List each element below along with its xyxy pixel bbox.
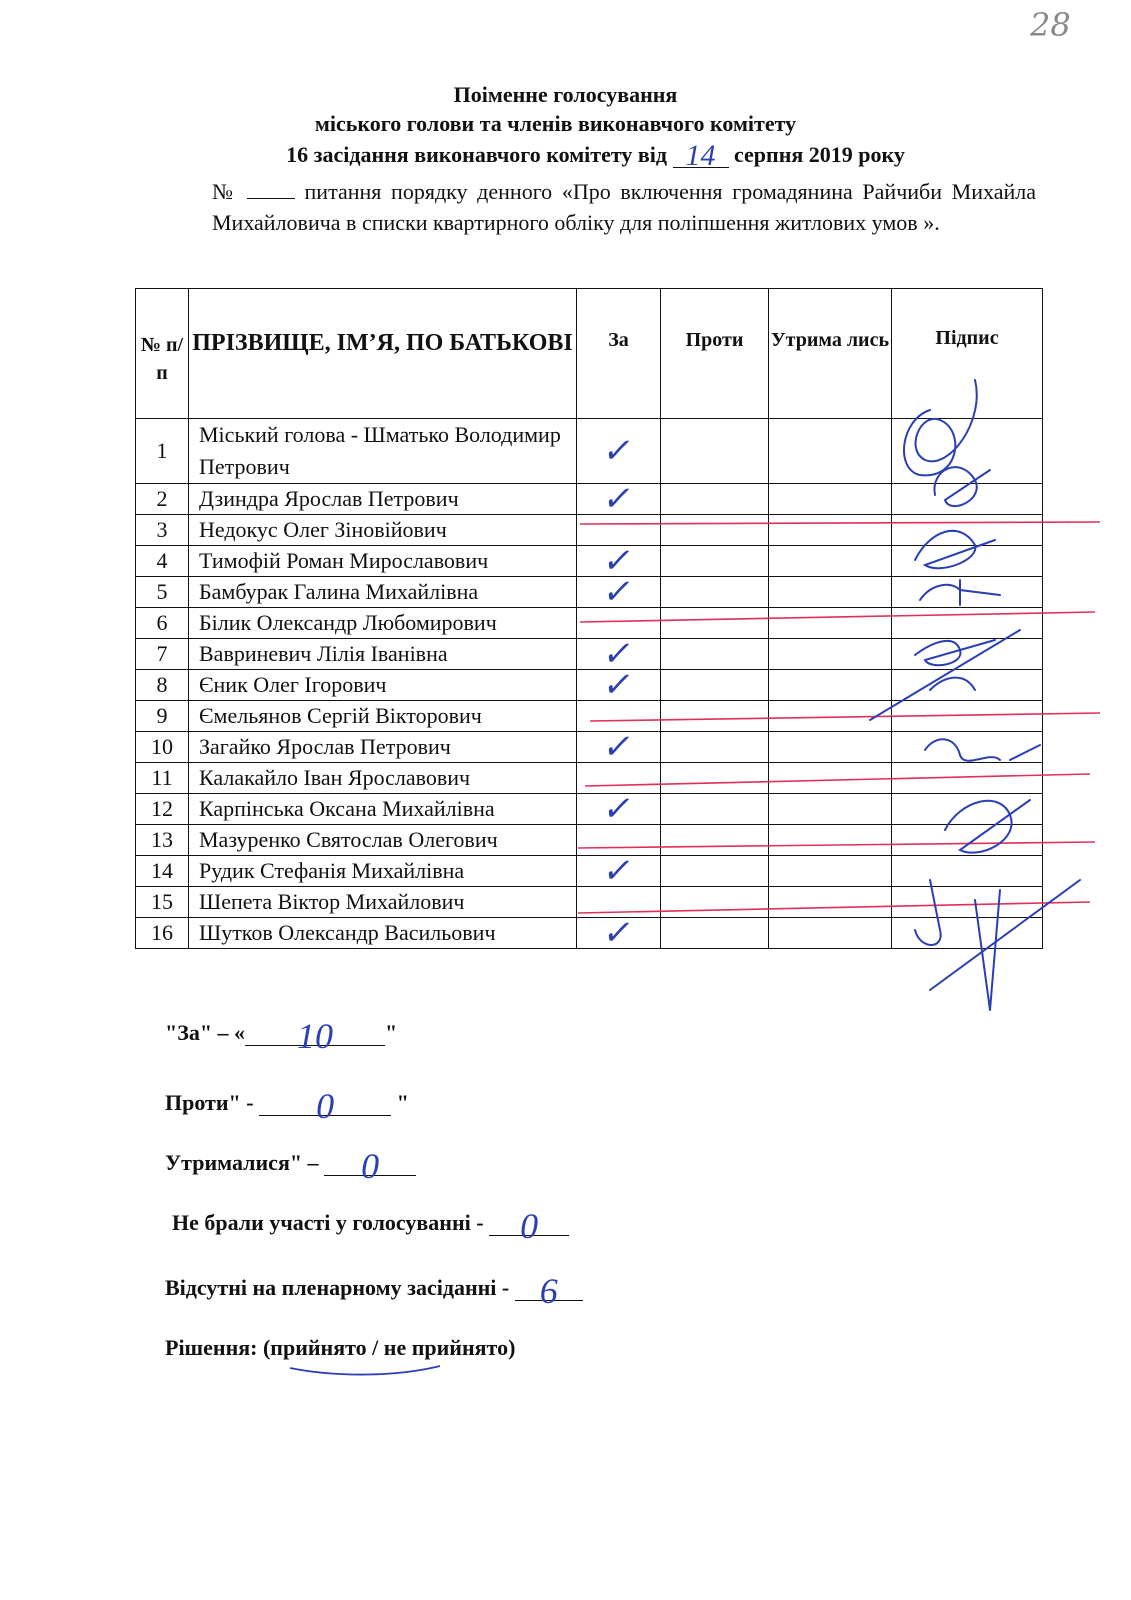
row-number: 10 [136, 732, 189, 763]
row-za [577, 665, 661, 705]
agenda-number-sign: № [212, 179, 238, 204]
meeting-month-year: серпня 2019 року [734, 142, 905, 167]
row-name: Вавриневич Лілія Іванівна [189, 639, 577, 670]
summary-proty-value: 0 [259, 1097, 391, 1116]
row-proty [661, 484, 769, 515]
summary-vidsutni-value: 6 [515, 1282, 583, 1301]
row-signature [892, 763, 1043, 794]
row-proty [661, 794, 769, 825]
checkmark-icon: ✓ [599, 572, 638, 612]
row-proty [661, 825, 769, 856]
row-signature [892, 515, 1043, 546]
row-name: Загайко Ярослав Петрович [189, 732, 577, 763]
row-number: 6 [136, 608, 189, 639]
row-name: Ємельянов Сергій Вікторович [189, 701, 577, 732]
row-number: 2 [136, 484, 189, 515]
row-name: Шутков Олександр Васильович [189, 918, 577, 949]
row-proty [661, 546, 769, 577]
row-name: Карпінська Оксана Михайлівна [189, 794, 577, 825]
summary-nebraly [172, 1206, 569, 1246]
table-row [136, 419, 1043, 484]
row-name: Недокус Олег Зіновійович [189, 515, 577, 546]
row-signature [892, 887, 1043, 918]
row-za [577, 727, 661, 767]
row-number: 8 [136, 670, 189, 701]
row-signature [892, 794, 1043, 825]
table-row [136, 701, 1043, 732]
row-signature [892, 856, 1043, 887]
row-name: Білик Олександр Любомирович [189, 608, 577, 639]
header-utrymalys: Утрима лись [769, 289, 892, 419]
row-utrymalys [769, 577, 892, 608]
table-row [136, 918, 1043, 949]
row-utrymalys [769, 546, 892, 577]
row-za [577, 851, 661, 891]
row-proty [661, 918, 769, 949]
row-za [577, 572, 661, 612]
row-number: 16 [136, 918, 189, 949]
row-signature [892, 825, 1043, 856]
table-row [136, 577, 1043, 608]
row-proty [661, 577, 769, 608]
row-name: Мазуренко Святослав Олегович [189, 825, 577, 856]
summary-utrym-value: 0 [324, 1157, 416, 1176]
row-za [577, 913, 661, 953]
row-signature [892, 639, 1043, 670]
row-signature [892, 546, 1043, 577]
row-name: Тимофій Роман Мирославович [189, 546, 577, 577]
row-proty [661, 701, 769, 732]
row-proty [661, 887, 769, 918]
summary-za-value: 10 [245, 1027, 385, 1046]
row-utrymalys [769, 794, 892, 825]
table-row [136, 763, 1043, 794]
meeting-label: 16 засідання виконавчого комітету від [286, 142, 667, 167]
row-name: Рудик Стефанія Михайлівна [189, 856, 577, 887]
agenda-item [212, 176, 1036, 238]
row-number: 4 [136, 546, 189, 577]
summary-za [165, 1016, 398, 1056]
checkmark-icon: ✓ [599, 431, 638, 471]
row-number: 5 [136, 577, 189, 608]
checkmark-icon: ✓ [599, 913, 638, 953]
row-utrymalys [769, 670, 892, 701]
summary-za-label: "За" – « [165, 1020, 246, 1045]
row-signature [892, 484, 1043, 515]
table-row [136, 794, 1043, 825]
summary-nebraly-label: Не брали участі у голосуванні - [172, 1210, 490, 1235]
summary-utrym [165, 1146, 416, 1186]
decision-label: Рішення: [165, 1335, 263, 1360]
page-number: 28 [1030, 6, 1071, 44]
header-num: № п/п [136, 289, 189, 419]
table-row [136, 887, 1043, 918]
summary-proty [165, 1086, 409, 1126]
summary-proty-close: " [396, 1090, 409, 1115]
checkmark-icon: ✓ [599, 727, 638, 767]
checkmark-icon: ✓ [599, 479, 638, 519]
table-row [136, 670, 1043, 701]
row-signature [892, 419, 1043, 484]
table-row [136, 639, 1043, 670]
row-number: 9 [136, 701, 189, 732]
decision-options: (прийнято / не прийнято) [262, 1335, 516, 1360]
row-name: Калакайло Іван Ярославович [189, 763, 577, 794]
row-number: 14 [136, 856, 189, 887]
row-proty [661, 419, 769, 484]
summary-vidsutni [165, 1271, 583, 1311]
handwritten-day: 14 [673, 147, 729, 168]
table-row [136, 515, 1043, 546]
doc-subtitle: міського голови та членів виконавчого комітету [314, 111, 797, 136]
row-utrymalys [769, 419, 892, 484]
header-za: За [577, 289, 661, 419]
row-number: 1 [136, 419, 189, 484]
row-name: Бамбурак Галина Михайлівна [189, 577, 577, 608]
row-utrymalys [769, 732, 892, 763]
row-proty [661, 515, 769, 546]
vote-table-body [136, 419, 1043, 953]
summary-decision [165, 1335, 515, 1361]
table-row [136, 732, 1043, 763]
row-number: 12 [136, 794, 189, 825]
checkmark-icon: ✓ [599, 541, 638, 581]
row-proty [661, 670, 769, 701]
vote-table-header [136, 289, 1043, 419]
row-utrymalys [769, 515, 892, 546]
row-name: Єник Олег Ігорович [189, 670, 577, 701]
summary-za-close: " [385, 1020, 398, 1045]
summary-proty-label: Проти" - [165, 1090, 260, 1115]
summary-utrym-label: Утрималися" – [165, 1150, 325, 1175]
row-signature [892, 918, 1043, 949]
agenda-number-blank [247, 182, 295, 199]
row-name: Міський голова - Шматько Володимир Петрович [189, 419, 577, 484]
row-number: 7 [136, 639, 189, 670]
row-number: 3 [136, 515, 189, 546]
row-signature [892, 670, 1043, 701]
vote-table [135, 288, 1043, 953]
row-utrymalys [769, 763, 892, 794]
row-name: Дзиндра Ярослав Петрович [189, 484, 577, 515]
row-za [577, 479, 661, 519]
row-proty [661, 856, 769, 887]
row-utrymalys [769, 701, 892, 732]
row-name: Шепета Віктор Михайлович [189, 887, 577, 918]
checkmark-icon: ✓ [599, 851, 638, 891]
summary-nebraly-value: 0 [489, 1217, 569, 1236]
row-utrymalys [769, 639, 892, 670]
decision-underline [290, 1366, 440, 1375]
row-utrymalys [769, 918, 892, 949]
table-row [136, 484, 1043, 515]
row-proty [661, 608, 769, 639]
row-za [577, 419, 661, 484]
row-utrymalys [769, 825, 892, 856]
checkmark-icon: ✓ [599, 634, 638, 674]
row-utrymalys [769, 887, 892, 918]
table-row [136, 825, 1043, 856]
row-utrymalys [769, 608, 892, 639]
summary-vidsutni-label: Відсутні на пленарному засіданні - [165, 1275, 515, 1300]
row-proty [661, 763, 769, 794]
meeting-date-line [30, 139, 1131, 172]
table-row [136, 546, 1043, 577]
row-utrymalys [769, 484, 892, 515]
checkmark-icon: ✓ [599, 665, 638, 705]
doc-title: Поіменне голосування [453, 82, 678, 107]
row-za [577, 789, 661, 829]
row-number: 11 [136, 763, 189, 794]
row-signature [892, 608, 1043, 639]
header-name: ПРІЗВИЩЕ, ІМ’Я, ПО БАТЬКОВІ [189, 289, 577, 419]
checkmark-icon: ✓ [599, 789, 638, 829]
table-row [136, 856, 1043, 887]
row-signature [892, 577, 1043, 608]
header-pidpys: Підпис [892, 289, 1043, 419]
header-proty: Проти [661, 289, 769, 419]
row-number: 13 [136, 825, 189, 856]
agenda-text: питання порядку денного «Про включення громадянина Райчиби Михайла Михайловича в списки квартирного обліку для поліпшення житлових умов ». [212, 179, 1036, 235]
row-signature [892, 732, 1043, 763]
row-number: 15 [136, 887, 189, 918]
row-utrymalys [769, 856, 892, 887]
table-row [136, 608, 1043, 639]
row-proty [661, 639, 769, 670]
row-signature [892, 701, 1043, 732]
row-proty [661, 732, 769, 763]
